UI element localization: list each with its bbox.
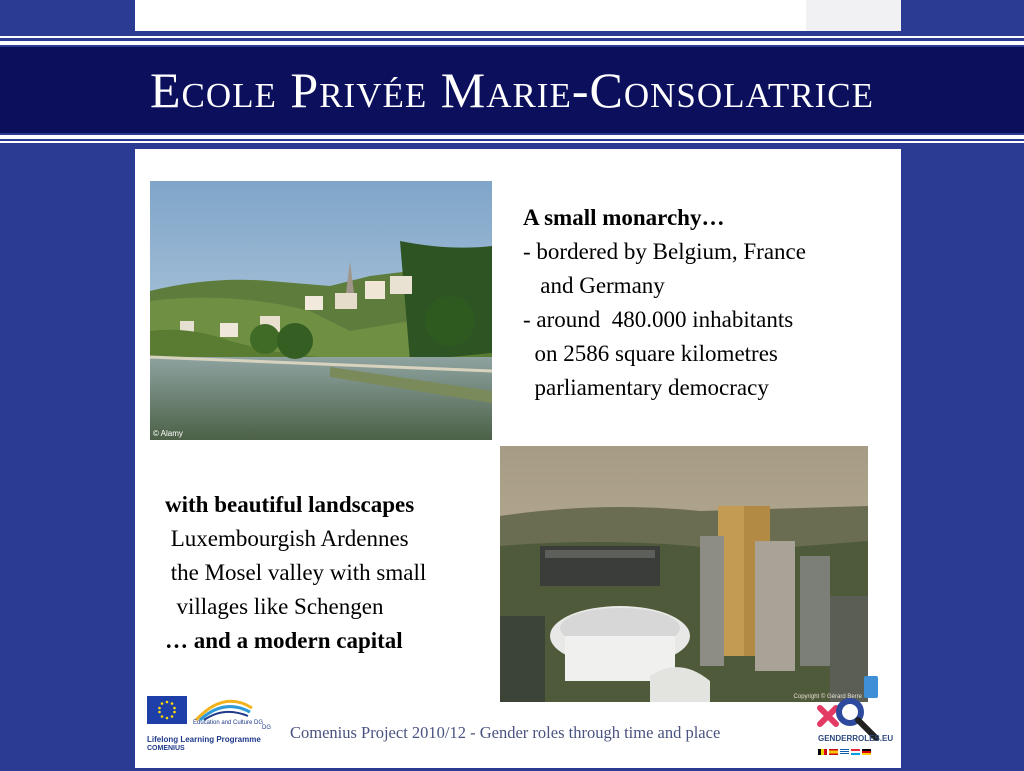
spain-flag-icon <box>829 749 838 755</box>
facts-line: and Germany <box>523 273 665 298</box>
header-stripe <box>0 41 1024 45</box>
llp-line: Lifelong Learning Programme <box>147 735 261 744</box>
dg-suffix: DG <box>262 725 271 731</box>
top-panel-accent <box>806 0 901 31</box>
facts-line: parliamentary democracy <box>523 375 769 400</box>
top-panel <box>135 0 901 31</box>
landscapes-line: Luxembourgish Ardennes <box>165 526 409 551</box>
flag-row <box>818 749 871 755</box>
landscapes-closing: … and a modern capital <box>165 628 403 653</box>
facts-text <box>523 201 806 405</box>
eu-flag-logo <box>147 696 187 724</box>
landscapes-heading: with beautiful landscapes <box>165 492 415 517</box>
city-photo <box>500 446 868 702</box>
landscapes-line: villages like Schengen <box>165 594 384 619</box>
germany-flag-icon <box>862 749 871 755</box>
facts-heading: A small monarchy… <box>523 205 725 230</box>
header-stripe <box>0 36 1024 38</box>
greece-flag-icon <box>840 749 849 755</box>
genderroles-label: GENDERROLES.EU <box>818 734 894 743</box>
header-stripe <box>0 135 1024 139</box>
page-title: Ecole Privée Marie-Consolatrice <box>149 62 875 118</box>
photo-credit: Copyright © Gérard Berre <box>793 694 862 700</box>
village-photo <box>150 181 492 440</box>
belgium-flag-icon <box>818 749 827 755</box>
landscapes-text <box>165 488 426 658</box>
footer-text: Comenius Project 2010/12 - Gender roles through time and place <box>290 723 721 742</box>
comenius-line: COMENIUS <box>147 745 185 752</box>
title-bar <box>0 47 1024 133</box>
facts-line: on 2586 square kilometres <box>523 341 778 366</box>
facts-line: - around 480.000 inhabitants <box>523 307 794 332</box>
luxembourg-flag-icon <box>851 749 860 755</box>
header-stripe <box>0 141 1024 143</box>
landscapes-line: the Mosel valley with small <box>165 560 427 585</box>
llp-label <box>147 735 261 753</box>
photo-credit: © Alamy <box>153 429 183 438</box>
facts-line: - bordered by Belgium, France <box>523 239 806 264</box>
dg-label: Education and Culture DG <box>193 720 264 726</box>
